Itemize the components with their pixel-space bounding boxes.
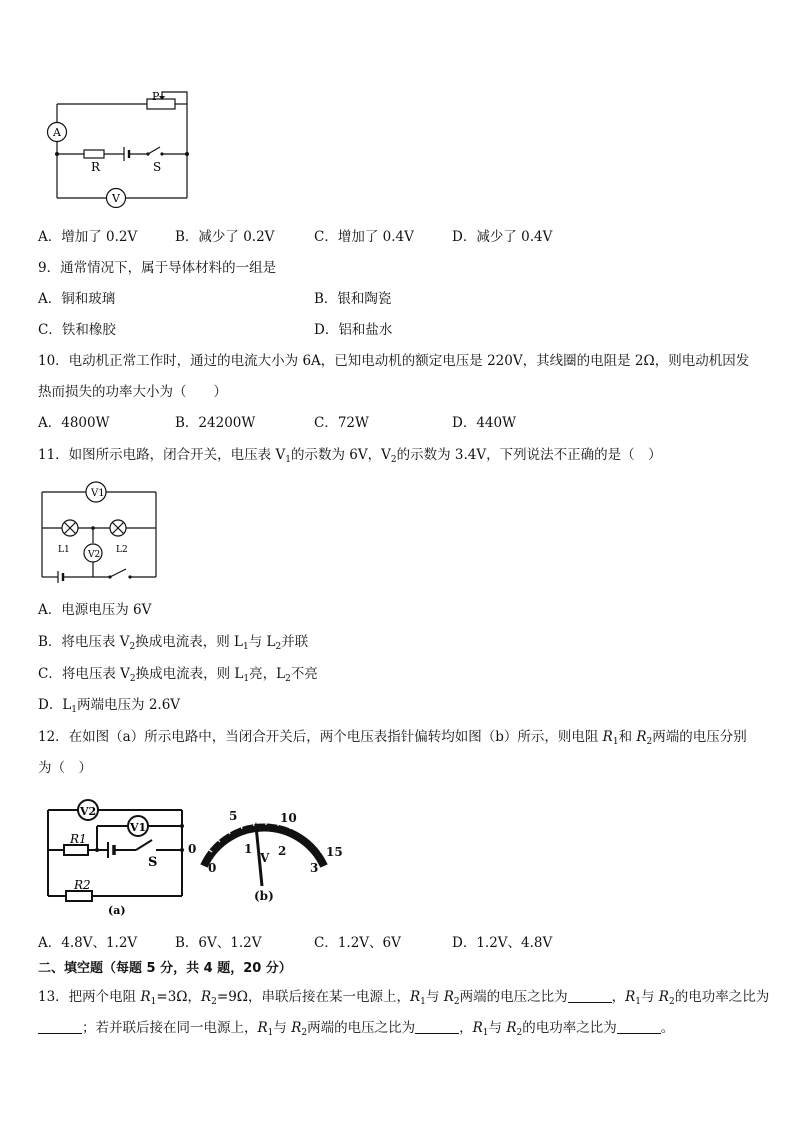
q12-option-d: D．1.2V、4.8V xyxy=(452,935,553,951)
q13-blank-1[interactable] xyxy=(568,988,612,1003)
q13-blank-3[interactable] xyxy=(415,1019,459,1034)
q12-scale-top-0: 0 xyxy=(188,842,197,856)
q12-label-v2: V2 xyxy=(80,805,97,818)
q11-circuit-diagram xyxy=(36,480,162,584)
q11-option-c: C．将电压表 $V_2$换成电流表，则 $L_1$亮，$L_2$不亮 xyxy=(38,666,318,684)
q8-option-d: D．减少了 0.4V xyxy=(452,229,553,245)
q11-option-a: A．电源电压为 6V xyxy=(38,602,152,618)
q12-label-r1: R1 xyxy=(70,832,87,846)
q8-option-c: C．增加了 0.4V xyxy=(314,229,414,245)
q12-label-a: (a) xyxy=(108,904,126,917)
q9-option-b: B．银和陶瓷 xyxy=(314,291,392,307)
q11-label-v2: V2 xyxy=(88,550,101,560)
q13-blank-2[interactable] xyxy=(38,1019,82,1034)
q10-option-d: D．440W xyxy=(452,415,516,431)
q10-stem-line1: 10．电动机正常工作时，通过的电流大小为 6A，已知电动机的额定电压是 220V，其线圈的电阻是 2Ω，则电动机因发 xyxy=(38,353,750,369)
q12-scale-bottom-3: 3 xyxy=(310,861,319,875)
q12-label-v1: V1 xyxy=(130,821,147,834)
q12-scale-bottom-0: 0 xyxy=(208,861,217,875)
q11-label-l1: L1 xyxy=(58,545,70,555)
q12-scale-top-15: 15 xyxy=(326,845,343,859)
q8-circuit-diagram xyxy=(40,88,200,208)
q13-stem-line2: ；若并联后接在同一电源上，$R_1$与 $R_2$两端的电压之比为 ，$R_1$与 $R_2$的电功率之比为 。 xyxy=(38,1018,674,1038)
q8-label-a: A xyxy=(53,126,61,139)
q12-option-a: A．4.8V、1.2V xyxy=(38,935,138,951)
q9-option-d: D．铝和盐水 xyxy=(314,322,393,338)
q12-scale-bottom-1: 1 xyxy=(244,842,253,856)
q11-label-v1: V1 xyxy=(91,488,105,499)
q12-scale-bottom-2: 2 xyxy=(278,844,287,858)
q10-option-c: C．72W xyxy=(314,415,369,431)
q12-voltmeter-dial-b xyxy=(186,808,346,908)
q9-stem: 9．通常情况下，属于导体材料的一组是 xyxy=(38,260,277,276)
q12-dial-unit-v: V xyxy=(260,851,270,865)
q8-option-a: A．增加了 0.2V xyxy=(38,229,138,245)
section-fill-in-blank-title: 二、填空题（每题 5 分，共 4 题，20 分） xyxy=(38,961,292,976)
q8-option-b: B．减少了 0.2V xyxy=(175,229,275,245)
q12-option-c: C．1.2V、6V xyxy=(314,935,401,951)
q12-scale-top-5: 5 xyxy=(229,809,238,823)
q10-option-a: A．4800W xyxy=(38,415,110,431)
q11-label-l2: L2 xyxy=(116,545,128,555)
q12-option-b: B．6V、1.2V xyxy=(175,935,262,951)
q13-blank-4[interactable] xyxy=(617,1019,661,1034)
q12-stem-line2: 为（ ） xyxy=(38,760,92,776)
q9-option-c: C．铁和橡胶 xyxy=(38,322,116,338)
q11-option-b: B．将电压表 $V_2$换成电流表，则 $L_1$与 $L_2$并联 xyxy=(38,634,309,652)
q11-option-d: D．$L_1$两端电压为 2.6V xyxy=(38,697,181,715)
q9-option-a: A．铜和玻璃 xyxy=(38,291,116,307)
q12-stem-line1: 12．在如图（a）所示电路中，当闭合开关后，两个电压表指针偏转均如图（b）所示，则电阻 $R_1$和 $R_2$两端的电压分别 xyxy=(38,729,747,747)
q8-label-s: S xyxy=(153,160,162,174)
q10-stem-line2: 热而损失的功率大小为（ ） xyxy=(38,384,227,400)
q12-label-r2: R2 xyxy=(74,878,91,892)
q8-label-p: P xyxy=(152,90,160,103)
q12-label-b: (b) xyxy=(254,889,274,903)
q12-circuit-diagram-a xyxy=(42,796,192,920)
q8-label-v: V xyxy=(112,192,120,205)
q13-stem-line1: 13．把两个电阻 $R_1=3\Omega$，$R_2=9\Omega$，串联后接在某一电源上，$R_1$与 $R_2$两端的电压之比为 ，$R_1$与 $R_2$的电功率之比为 xyxy=(38,989,770,1007)
q8-label-r: R xyxy=(91,160,101,174)
q12-label-s: S xyxy=(148,855,158,870)
q10-option-b: B．24200W xyxy=(175,415,256,431)
q11-stem: 11．如图所示电路，闭合开关，电压表 $V_1$的示数为 6V，$V_2$的示数为 3.4V，下列说法不正确的是（ ） xyxy=(38,447,662,465)
q12-scale-top-10: 10 xyxy=(280,811,297,825)
